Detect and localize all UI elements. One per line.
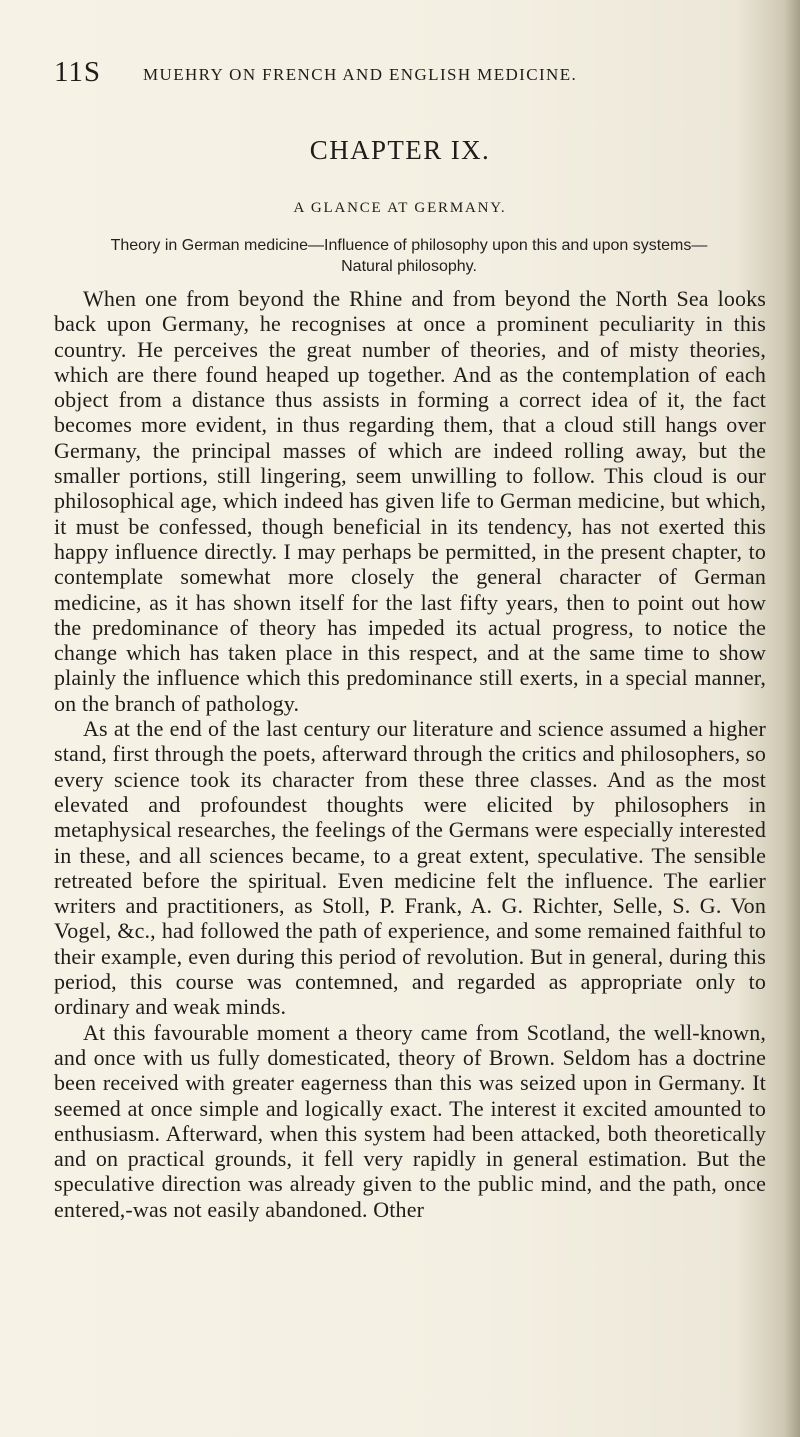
- chapter-summary: [54, 235, 764, 277]
- chapter-summary-line-1: Theory in German medicine—Influence of philosophy upon this and upon systems—: [110, 237, 708, 254]
- chapter-summary-line-2: Natural philosophy.: [341, 258, 477, 275]
- body-text: [54, 286, 766, 1222]
- paragraph-3: At this favourable moment a theory came from Scotland, the well-known, and once with us fully domesticated, theory of Brown. Seldom has a doctrine been received with greater eagerness than this was seized upon in Germany. It seemed at once simple and logically exact. The interest it excited amounted to enthusiasm. Afterward, when this system had been attacked, both theoretically and on practical grounds, it fell very rapidly in general estimation. But the speculative direction was already given to the public mind, and the path, once entered,-was not easily abandoned. Other: [54, 1019, 766, 1222]
- chapter-subtitle: A GLANCE AT GERMANY.: [293, 200, 507, 216]
- chapter-title: CHAPTER IX.: [309, 135, 491, 165]
- running-head: MUEHRY ON FRENCH AND ENGLISH MEDICINE.: [143, 65, 578, 84]
- page-header: [54, 56, 774, 96]
- paragraph-1: When one from beyond the Rhine and from beyond the North Sea looks back upon Germany, he recognises at once a prominent peculiarity in this country. He perceives the great number of theories, and of misty theories, which are there found heaped up together. And as the contemplation of each object from a distance thus assists in forming a correct idea of it, the fact becomes more evident, in thus regarding them, that a cloud still hangs over Germany, the principal masses of which are indeed rolling away, but the smaller portions, still lingering, seem unwilling to follow. This cloud is our philosophical age, which indeed has given life to German medicine, but which, it must be confessed, though beneficial in its tendency, has not exerted this happy influence directly. I may perhaps be permitted, in the present chapter, to contemplate somewhat more closely the general character of German medicine, as it has shown itself for the last fifty years, then to point out how the predominance of theory has impeded its actual progress, to notice the change which has taken place in this respect, and at the same time to show plainly the influence which this predominance still exerts, in a special manner, on the branch of pathology.: [54, 286, 766, 716]
- paragraph-2: As at the end of the last century our literature and science assumed a higher stand, first through the poets, afterward through the critics and philosophers, so every science took its character from these three classes. And as the most elevated and profoundest thoughts were elicited by philosophers in metaphysical researches, the feelings of the Germans were especially interested in these, and all sciences became, to a great extent, speculative. The sensible retreated before the spiritual. Even medicine felt the influence. The earlier writers and practitioners, as Stoll, P. Frank, A. G. Richter, Selle, S. G. Von Vogel, &c., had followed the path of experience, and some remained faithful to their example, even during this period of revolution. But in general, during this period, this course was contemned, and regarded as appropriate only to ordinary and weak minds.: [54, 716, 766, 1020]
- page-number: 11S: [54, 56, 102, 88]
